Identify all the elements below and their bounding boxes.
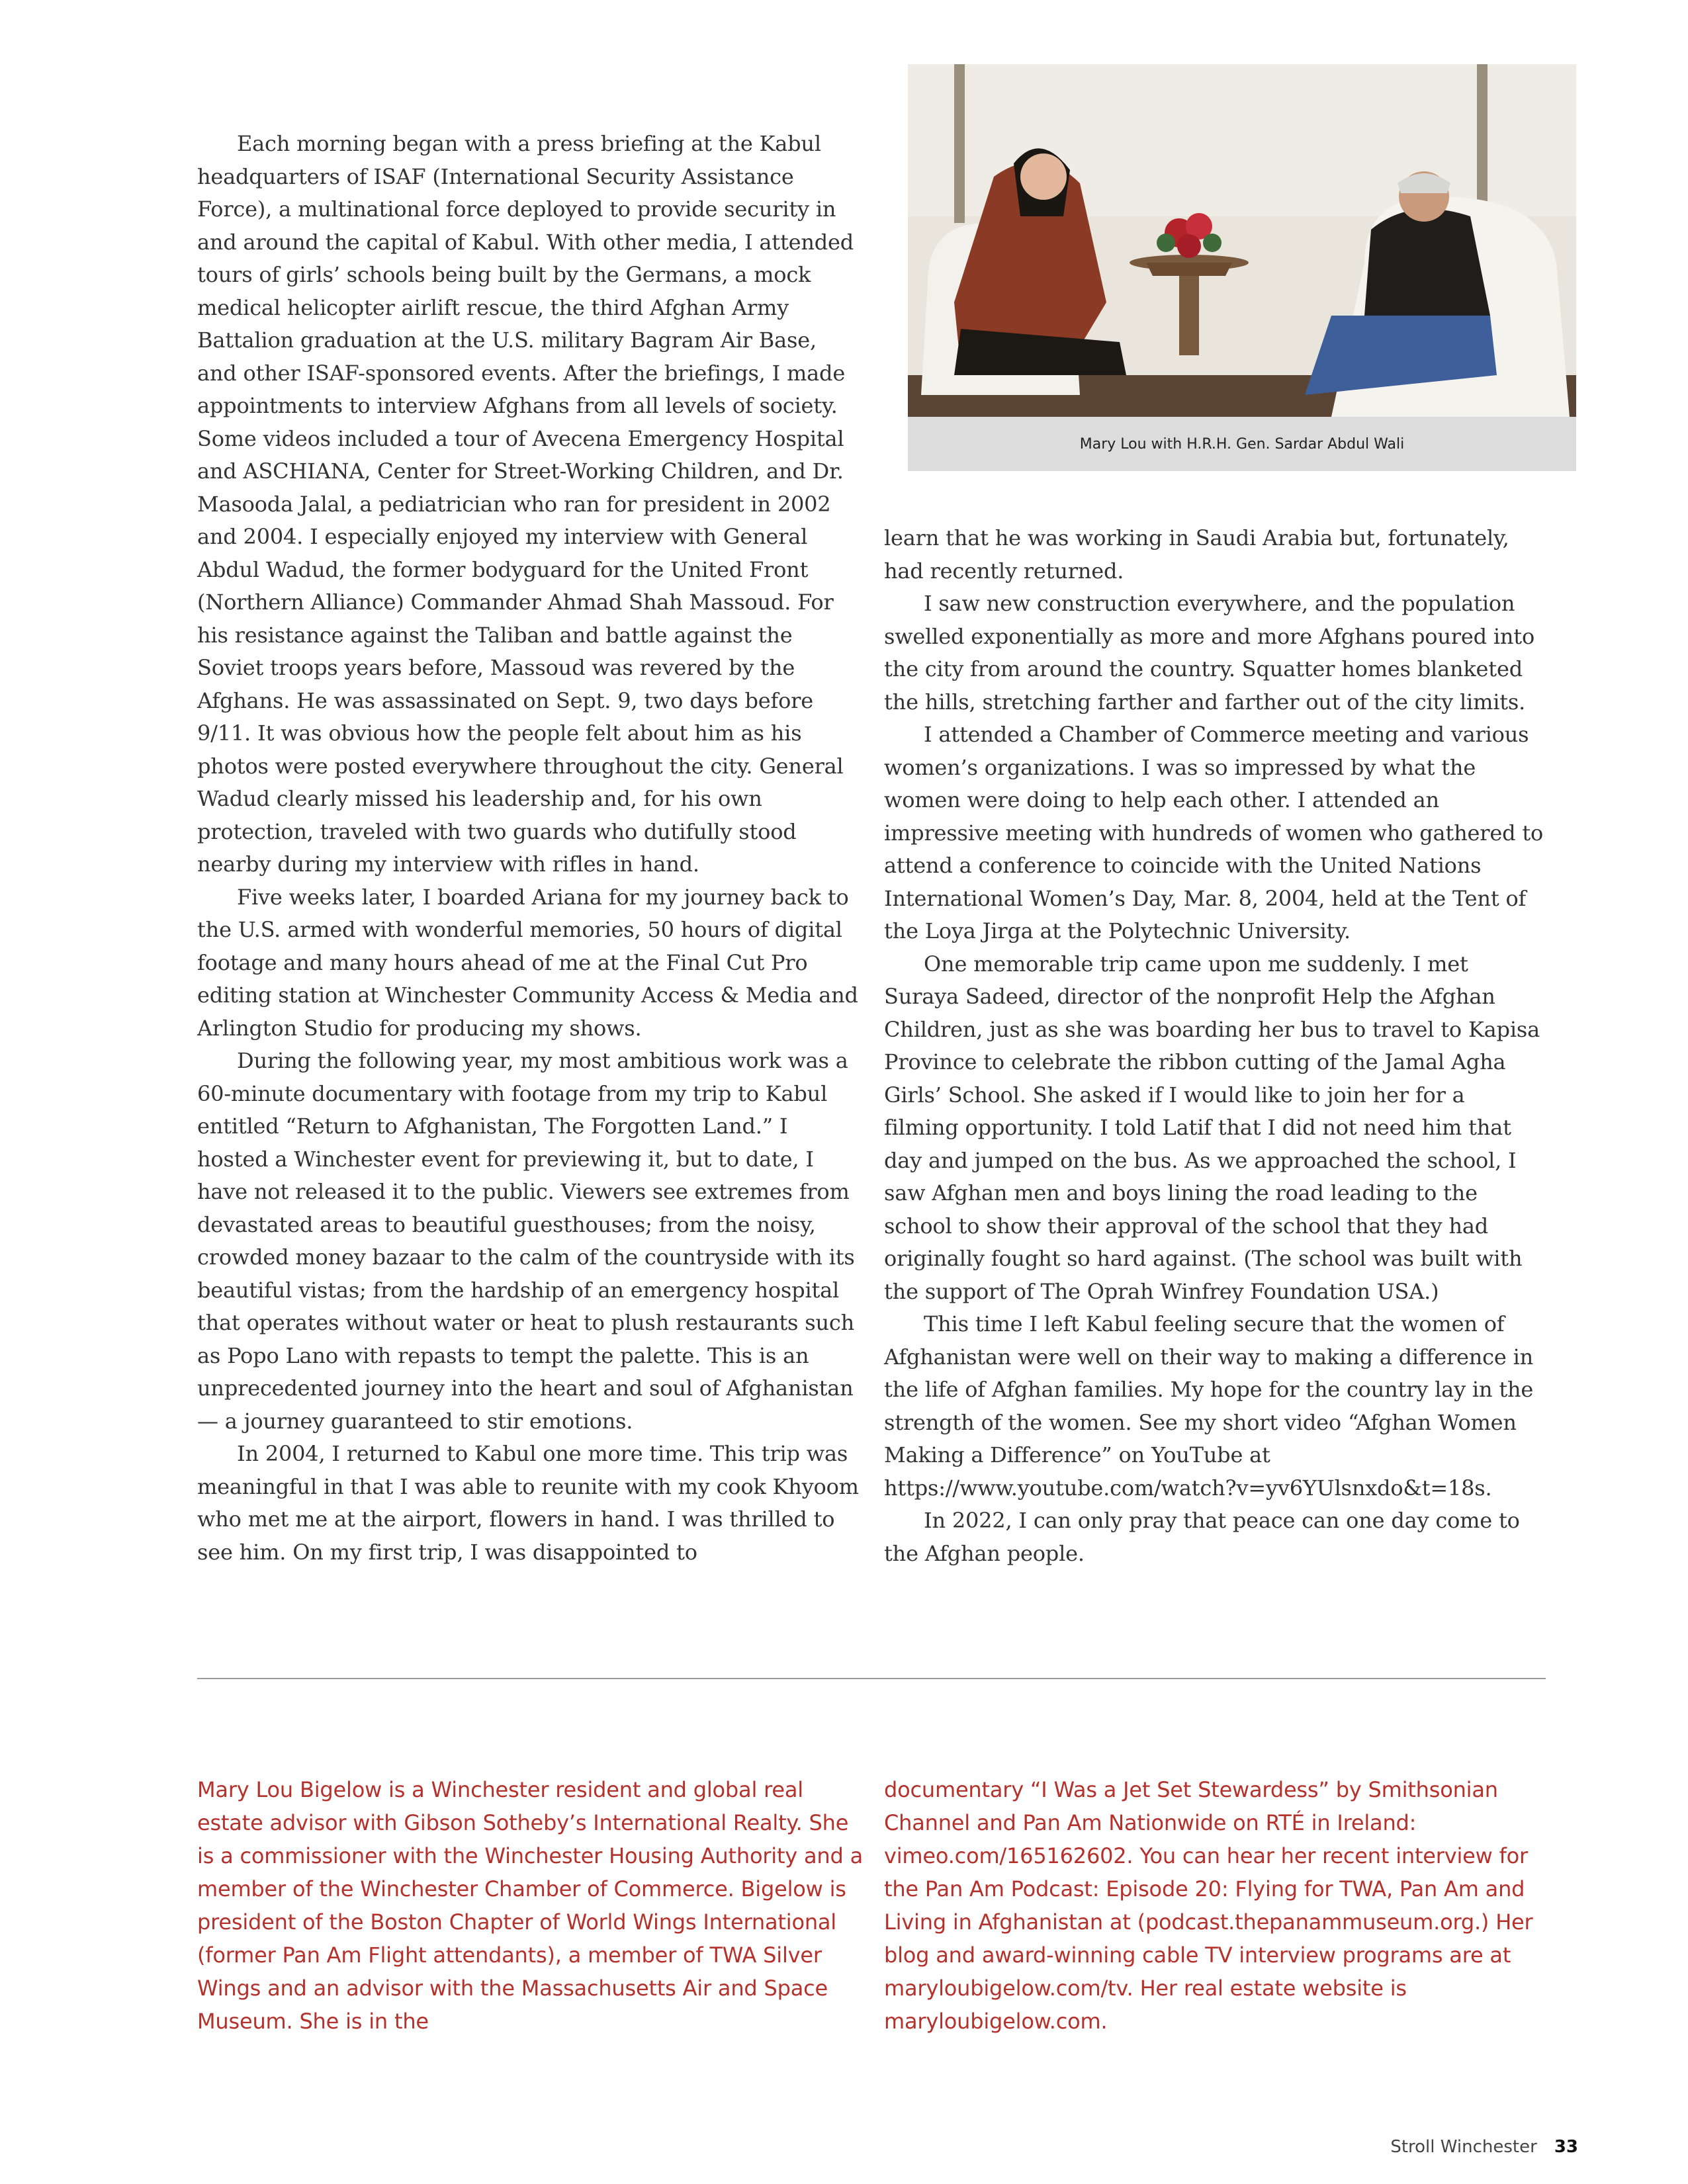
article-paragraph: I saw new construction everywhere, and the population swelled exponentially as more and more Afghans poured into the city from around the country. Squatter homes blanketed the hills, stretching farther and farther out of the city limits. xyxy=(884,591,1535,715)
article-paragraph: learn that he was working in Saudi Arabia but, fortunately, had recently returned. xyxy=(884,525,1509,584)
page-number: 33 xyxy=(1554,2137,1578,2157)
article-paragraph: In 2022, I can only pray that peace can one day come to the Afghan people. xyxy=(884,1508,1520,1566)
article-paragraph: During the following year, my most ambitious work was a 60-minute documentary with footage from my trip to Kabul entitled “Return to Afghanistan, The Forgotten Land.” I hosted a Winchester event for previewing it, but to date, I have not released it to the public. Viewers see extremes from devastated areas to beautiful guesthouses; from the noisy, crowded money bazaar to the calm of the countryside with its beautiful vistas; from the hardship of an emergency hospital that operates without water or heat to plush restaurants such as Popo Lano with repasts to tempt the palette. This is an unprecedented journey into the heart and soul of Afghanistan — a journey guaranteed to stir emotions. xyxy=(197,1048,855,1434)
photo-caption: Mary Lou with H.R.H. Gen. Sardar Abdul Wali xyxy=(908,417,1576,471)
article-left-column xyxy=(197,128,859,1569)
author-bio-left: Mary Lou Bigelow is a Winchester resident and global real estate advisor with Gibson Sotheby’s International Realty. She is a commissioner with the Winchester Housing Authority and a member of the Winchester Chamber of Commerce. Bigelow is president of the Boston Chapter of World Wings International (former Pan Am Flight attendants), a member of TWA Silver Wings and an advisor with the Massachusetts Air and Space Museum. She is in the xyxy=(197,1777,864,2034)
article-paragraph: One memorable trip came upon me suddenly. I met Suraya Sadeed, director of the nonprofit Help the Afghan Children, just as she was boarding her bus to travel to Kapisa Province to celebrate the ribbon cutting of the Jamal Agha Girls’ School. She asked if I would like to join her for a filming opportunity. I told Latif that I did not need him that day and jumped on the bus. As we approached the school, I saw Afghan men and boys lining the road leading to the school to show their approval of the school that they had originally fought so hard against. (The school was built with the support of The Oprah Winfrey Foundation USA.) xyxy=(884,951,1540,1304)
article-paragraph: I attended a Chamber of Commerce meeting and various women’s organizations. I was so impressed by what the women were doing to help each other. I attended an impressive meeting with hundreds of women who gathered to attend a conference to coincide with the United Nations International Women’s Day, Mar. 8, 2004, held at the Tent of the Loya Jirga at the Polytechnic University. xyxy=(884,722,1544,943)
article-paragraph: This time I left Kabul feeling secure that the women of Afghanistan were well on their way to making a difference in the life of Afghan families. My hope for the country lay in the strength of the women. See my short video “Afghan Women Making a Difference” on YouTube at https://www.youtube.com/watch?v=yv6YUlsnxdo&t=18s. xyxy=(884,1311,1534,1501)
article-paragraph: Five weeks later, I boarded Ariana for my journey back to the U.S. armed with wonderful memories, 50 hours of digital footage and many hours ahead of me at the Final Cut Pro editing station at Winchester Community Access & Media and Arlington Studio for producing my shows. xyxy=(197,884,858,1041)
author-bio-right: documentary “I Was a Jet Set Stewardess” by Smithsonian Channel and Pan Am Nationwide on RTÉ in Ireland: vimeo.com/165162602. You can hear her recent interview for the Pan Am Podcast: Episode 20: Flying for TWA, Pan Am and Living in Afghanistan at (podcast.thepanammuseum.org.) Her blog and award-winning cable TV interview programs are at maryloubigelow.com/tv. Her real estate website is maryloubigelow.com. xyxy=(884,1777,1533,2034)
photo-image xyxy=(908,64,1576,417)
article-photo xyxy=(908,64,1576,471)
section-divider xyxy=(197,1678,1546,1679)
article-paragraph: Each morning began with a press briefing at the Kabul headquarters of ISAF (International Security Assistance Force), a multinational force deployed to provide security in and around the capital of Kabul. With other media, I attended tours of girls’ schools being built by the Germans, a mock medical helicopter airlift rescue, the third Afghan Army Battalion graduation at the U.S. military Bagram Air Base, and other ISAF-sponsored events. After the briefings, I made appointments to interview Afghans from all levels of society. Some videos included a tour of Avecena Emergency Hospital and ASCHIANA, Center for Street-Working Children, and Dr. Masooda Jalal, a pediatrician who ran for president in 2002 and 2004. I especially enjoyed my interview with General Abdul Wadud, the former bodyguard for the United Front (Northern Alliance) Commander Ahmad Shah Massoud. For his resistance against the Taliban and battle against the Soviet troops years before, Massoud was revered by the Afghans. He was assassinated on Sept. 9, two days before 9/11. It was obvious how the people felt about him as his photos were posted everywhere throughout the city. General Wadud clearly missed his leadership and, for his own protection, traveled with two guards who dutifully stood nearby during my interview with rifles in hand. xyxy=(197,131,854,877)
publication-name: Stroll Winchester xyxy=(1390,2137,1537,2157)
article-paragraph: In 2004, I returned to Kabul one more time. This trip was meaningful in that I was able to reunite with my cook Khyoom who met me at the airport, flowers in hand. I was thrilled to see him. On my first trip, I was disappointed to xyxy=(197,1441,859,1565)
page-footer xyxy=(1390,2137,1578,2157)
article-right-column xyxy=(884,522,1546,1570)
